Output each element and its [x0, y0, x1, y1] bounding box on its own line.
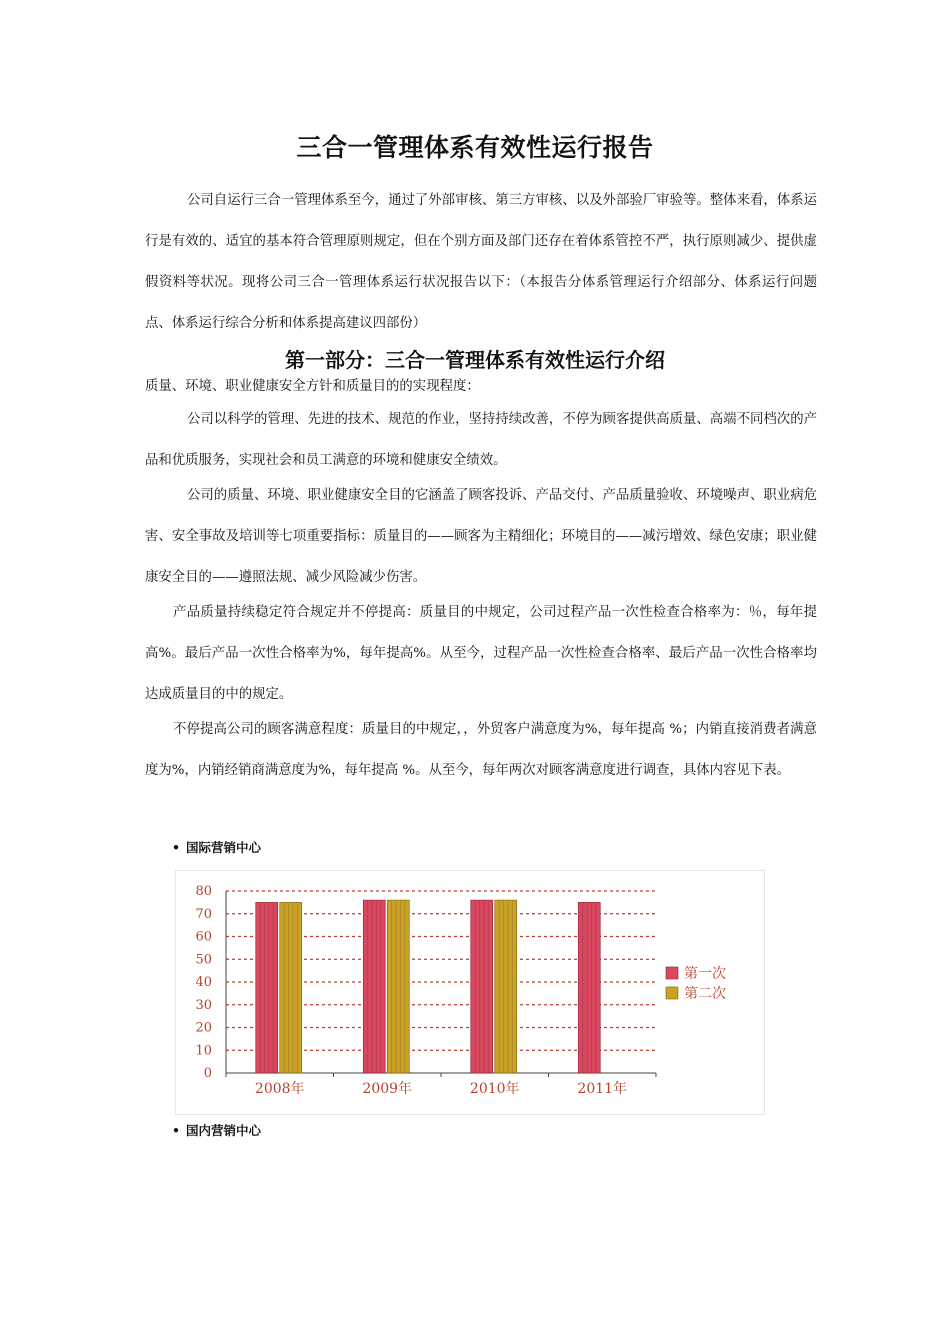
y-tick-label: 60 — [195, 929, 212, 945]
bar-series1 — [363, 900, 385, 1073]
bar-series2 — [495, 900, 517, 1073]
x-tick-label: 2011年 — [577, 1081, 628, 1097]
bullet-intl-label: 国际营销中心 — [186, 840, 262, 855]
y-tick-label: 70 — [195, 906, 212, 922]
section1-heading: 第一部分：三合一管理体系有效性运行介绍 — [285, 348, 665, 372]
y-tick-label: 0 — [203, 1066, 212, 1081]
y-tick-label: 20 — [195, 1020, 212, 1036]
bullet-dot-icon: • — [172, 840, 180, 855]
legend-swatch-1 — [666, 967, 678, 979]
legend-swatch-2 — [666, 987, 678, 999]
section1-paragraph-1: 公司以科学的管理、先进的技术、规范的作业，坚持持续改善，不停为顾客提供高质量、高端不同档次的产品和优质服务，实现社会和员工满意的环境和健康安全绩效。 — [145, 412, 817, 468]
bullet-domestic-marketing — [172, 1121, 261, 1139]
section1-paragraph-4: 不停提高公司的顾客满意程度：质量目的中规定，，外贸客户满意度为%，每年提高 %；内销直接消费者满意度为%，内销经销商满意度为%，每年提高 %。从至今，每年两次对顾客满意度进行调查，具体内容见下表。 — [145, 722, 817, 778]
bar-series1 — [578, 902, 600, 1073]
legend-label-2: 第二次 — [684, 986, 726, 1002]
x-tick-label: 2010年 — [469, 1081, 520, 1097]
bar-series1 — [471, 900, 493, 1073]
chart-svg — [176, 871, 764, 1114]
bullet-intl-marketing — [172, 838, 261, 856]
section1-paragraph-3: 产品质量持续稳定符合规定并不停提高：质量目的中规定，公司过程产品一次性检查合格率为：％，每年提高%。最后产品一次性合格率为%，每年提高%。从至今，过程产品一次性检查合格率、最后产品一次性合格率均达成质量目的中的规定。 — [145, 605, 817, 702]
bullet-domestic-label: 国内营销中心 — [186, 1123, 262, 1138]
intro-paragraph: 公司自运行三合一管理体系至今，通过了外部审核、第三方审核、以及外部验厂审验等。整体来看，体系运行是有效的、适宜的基本符合管理原则规定，但在个别方面及部门还存在着体系管控不严，执行原则减少、提供虚假资料等状况。现将公司三合一管理体系运行状况报告以下：（本报告分体系管理运行介绍部分、体系运行问题点、体系运行综合分析和体系提高建议四部份） — [145, 193, 817, 331]
y-tick-label: 30 — [195, 997, 212, 1013]
x-tick-label: 2008年 — [254, 1081, 305, 1097]
bar-series2 — [387, 900, 409, 1073]
bullet-dot-icon: • — [172, 1123, 180, 1138]
y-tick-label: 40 — [195, 975, 212, 990]
y-tick-label: 10 — [195, 1043, 212, 1059]
x-tick-label: 2009年 — [362, 1081, 413, 1097]
bar-series1 — [256, 902, 278, 1073]
report-title: 三合一管理体系有效性运行报告 — [296, 133, 654, 162]
y-tick-label: 80 — [195, 884, 212, 899]
section1-paragraph-2: 公司的质量、环境、职业健康安全目的它涵盖了顾客投诉、产品交付、产品质量验收、环境噪声、职业病危害、安全事故及培训等七项重要指标：质量目的——顾客为主精细化；环境目的——减污增效、绿色安康；职业健康安全目的——遵照法规、减少风险减少伤害。 — [145, 488, 817, 585]
legend-label-1: 第一次 — [684, 966, 726, 982]
satisfaction-chart — [175, 870, 765, 1115]
section1-subheading: 质量、环境、职业健康安全方针和质量目的的实现程度： — [145, 379, 480, 394]
bar-series2 — [280, 902, 302, 1073]
y-tick-label: 50 — [195, 952, 212, 968]
